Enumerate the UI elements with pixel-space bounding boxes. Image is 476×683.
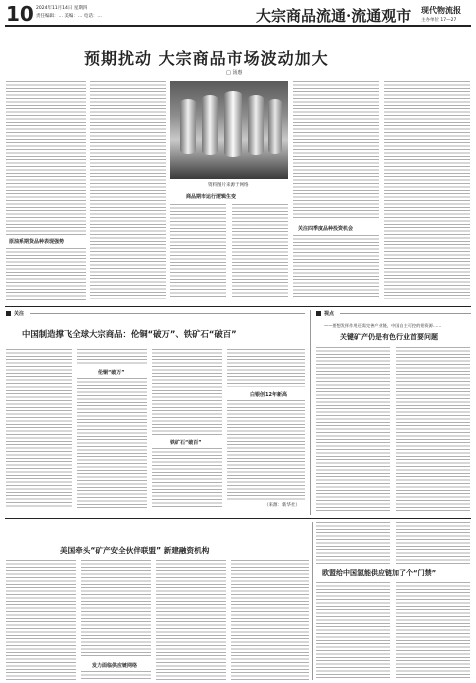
lead-col-5 — [293, 81, 379, 219]
view-headline: 关键矿产仍是有色行业首要问题 — [340, 333, 438, 341]
view-tag-rule — [340, 313, 471, 314]
lead-byline: □ 汤惠 — [226, 70, 243, 76]
focus-col-2a — [77, 349, 147, 365]
column-divider — [310, 310, 311, 515]
masthead-rule — [5, 25, 471, 27]
lead-bottom-rule — [5, 306, 471, 307]
lead-headline: 预期扰动 大宗商品市场波动加大 — [84, 49, 329, 68]
bl-col-2 — [81, 560, 151, 658]
br-col-top-2 — [396, 522, 470, 566]
view-col-2 — [396, 347, 470, 511]
br-col-top-1 — [316, 522, 390, 566]
lead-subhead-3: 关注四季度品种投资机会 — [298, 226, 354, 232]
paper-sub: 主办单位 17—27 — [421, 18, 457, 23]
lead-subhead-1: 原油系期货品种表现强势 — [9, 239, 65, 245]
lead-col-5b — [293, 235, 379, 299]
bottom-left-subhead: 发力面临供应链网络 — [92, 663, 138, 669]
view-col-1 — [316, 347, 390, 511]
focus-tag-marker — [6, 311, 11, 316]
bottom-left-headline: 美国牵头“矿产安全伙伴联盟” 新建融资机构 — [60, 546, 210, 555]
focus-subhead-2: 铁矿石“破百” — [170, 440, 202, 446]
bl-col-3 — [156, 560, 226, 680]
bottom-column-divider — [312, 522, 313, 680]
paper-logo: 现代物流报 — [421, 5, 461, 15]
focus-col-4b — [227, 400, 305, 500]
focus-tag: 关注 — [14, 311, 25, 317]
page-number: 10 — [6, 3, 34, 25]
focus-col-1 — [6, 349, 72, 509]
lead-col-3 — [170, 204, 226, 299]
view-tag-marker — [316, 311, 321, 316]
bl-col-4 — [231, 560, 309, 680]
br-col-2 — [396, 582, 470, 680]
focus-col-3b — [152, 448, 222, 509]
focus-tag-rule — [30, 313, 305, 314]
lead-subhead-2: 商品期市运行逻辑生变 — [186, 194, 237, 200]
focus-signature: （来源：新华社） — [264, 503, 300, 508]
lead-col-1 — [6, 81, 86, 236]
section-title: 大宗商品流通·流通观市 — [256, 7, 412, 25]
editor-line: 责任编辑：… 美编：… 电话：… — [36, 14, 102, 19]
lead-photo-caption: 资料图片来源于网络 — [208, 183, 249, 188]
lead-photo — [170, 81, 288, 179]
br-col-1 — [316, 582, 390, 680]
bottom-right-headline: 欧盟给中国氢能供应链加了个“门禁” — [322, 569, 437, 577]
lead-col-2 — [90, 81, 166, 299]
focus-col-3a — [152, 349, 222, 435]
focus-col-2b — [77, 378, 147, 509]
date-line: 2024年11月14日 星期四 — [36, 6, 88, 11]
lead-col-6 — [384, 81, 470, 299]
focus-subhead-1: 伦铜“破万” — [98, 370, 125, 376]
lead-col-4 — [232, 204, 288, 299]
bl-col-1 — [6, 560, 76, 680]
focus-col-4a — [227, 349, 305, 387]
middle-bottom-rule — [5, 518, 471, 519]
focus-headline: 中国制造撑飞全球大宗商品：伦铜“破万”、铁矿石“破百” — [22, 329, 237, 339]
bl-col-2b — [81, 671, 151, 681]
view-tag: 视点 — [324, 311, 335, 317]
focus-subhead-3: 白银创12年新高 — [250, 392, 287, 398]
view-kicker: ——要想发挥作用还需完善产业链，中国自主可控的钼资源…… — [324, 323, 442, 328]
lead-col-1b — [6, 248, 86, 302]
